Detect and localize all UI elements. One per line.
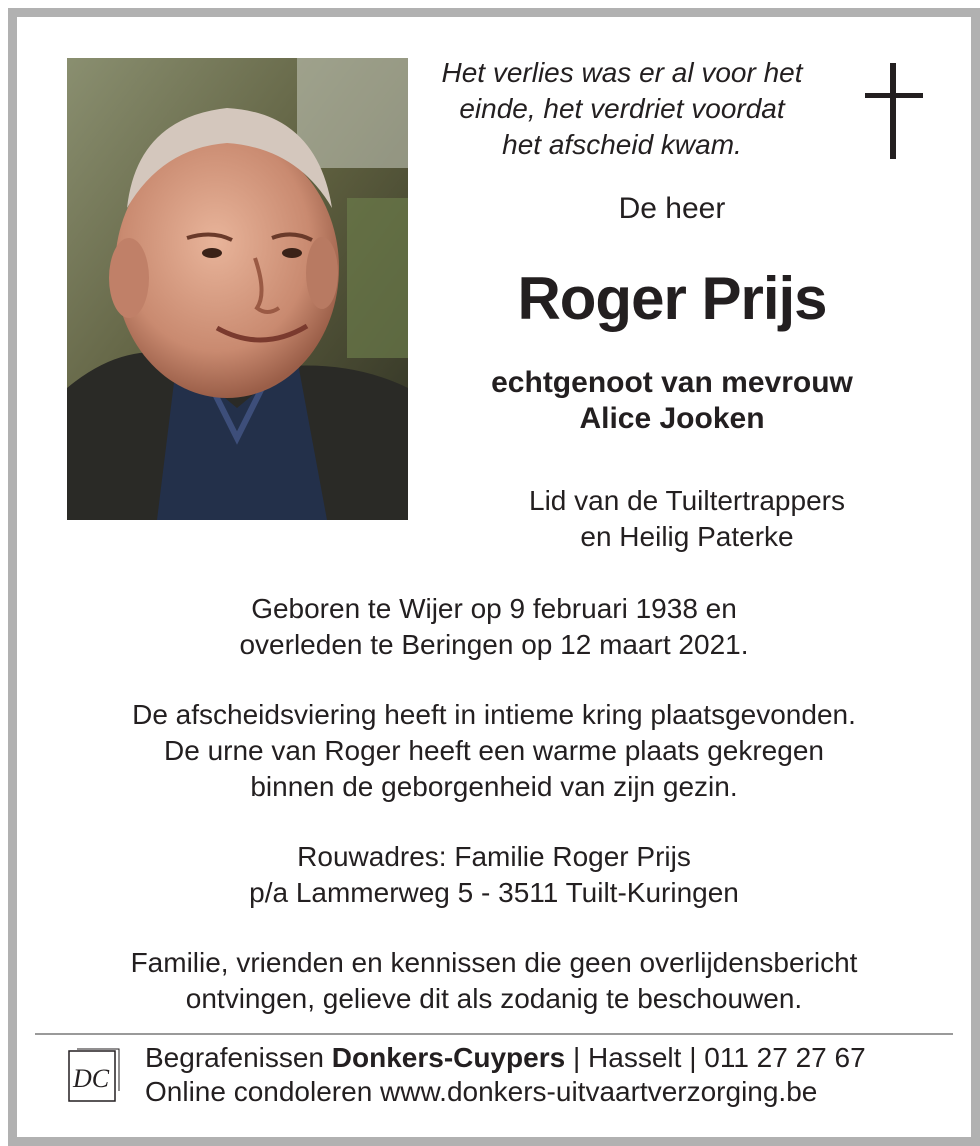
spouse-line: echtgenoot van mevrouw <box>491 366 853 399</box>
address-paragraph <box>17 839 971 911</box>
paragraph-line: Geboren te Wijer op 9 februari 1938 en <box>251 593 737 624</box>
portrait-image <box>67 58 408 520</box>
membership-info <box>437 483 937 555</box>
paragraph-line: De afscheidsviering heeft in intieme kring plaatsgevonden. <box>132 699 856 730</box>
paragraph-line: ontvingen, gelieve dit als zodanig te beschouwen. <box>185 983 803 1014</box>
funeral-home-phone[interactable]: 011 27 27 67 <box>704 1042 866 1073</box>
footer-divider <box>35 1033 953 1035</box>
online-condolence <box>145 1075 945 1109</box>
footer-separator: | <box>681 1042 705 1073</box>
spouse-info <box>412 365 932 437</box>
paragraph-line: overleden te Beringen op 12 maart 2021. <box>239 629 749 660</box>
funeral-home-logo-icon <box>67 1047 121 1103</box>
funeral-home-city: Hasselt <box>588 1042 682 1073</box>
deceased-name: Roger Prijs <box>517 265 827 332</box>
funeral-home-footer <box>145 1041 945 1109</box>
notice-frame <box>8 8 980 1146</box>
portrait-photo <box>67 58 408 520</box>
website-link[interactable]: www.donkers-uitvaartverzorging.be <box>380 1076 818 1107</box>
membership-line: Lid van de Tuiltertrappers <box>529 485 845 516</box>
paragraph-line: De urne van Roger heeft een warme plaats gekregen <box>164 735 824 766</box>
online-label: Online condoleren <box>145 1076 381 1107</box>
quote-line: Het verlies was er al voor het <box>441 57 803 88</box>
birth-death-paragraph <box>17 591 971 663</box>
paragraph-line: Familie, vrienden en kennissen die geen overlijdensbericht <box>130 947 858 978</box>
footer-prefix: Begrafenissen <box>145 1042 332 1073</box>
notice-content <box>17 17 971 1137</box>
paragraph-line: Rouwadres: Familie Roger Prijs <box>297 841 691 872</box>
quote-line: einde, het verdriet voordat <box>459 93 785 124</box>
quote-line: het afscheid kwam. <box>502 129 742 160</box>
logo-text: DC <box>72 1064 110 1093</box>
cross-icon <box>865 63 923 159</box>
paragraph-line: binnen de geborgenheid van zijn gezin. <box>250 771 738 802</box>
funeral-home-name: Donkers-Cuypers <box>331 1042 566 1073</box>
honorific-title: De heer <box>618 192 726 225</box>
memorial-quote <box>412 55 832 163</box>
footer-separator: | <box>565 1042 589 1073</box>
spouse-name: Alice Jooken <box>579 402 765 435</box>
notice-paragraph <box>17 945 971 1017</box>
funeral-home-contact <box>145 1041 945 1075</box>
farewell-paragraph <box>17 697 971 805</box>
membership-line: en Heilig Paterke <box>580 521 794 552</box>
paragraph-line: p/a Lammerweg 5 - 3511 Tuilt-Kuringen <box>249 877 739 908</box>
